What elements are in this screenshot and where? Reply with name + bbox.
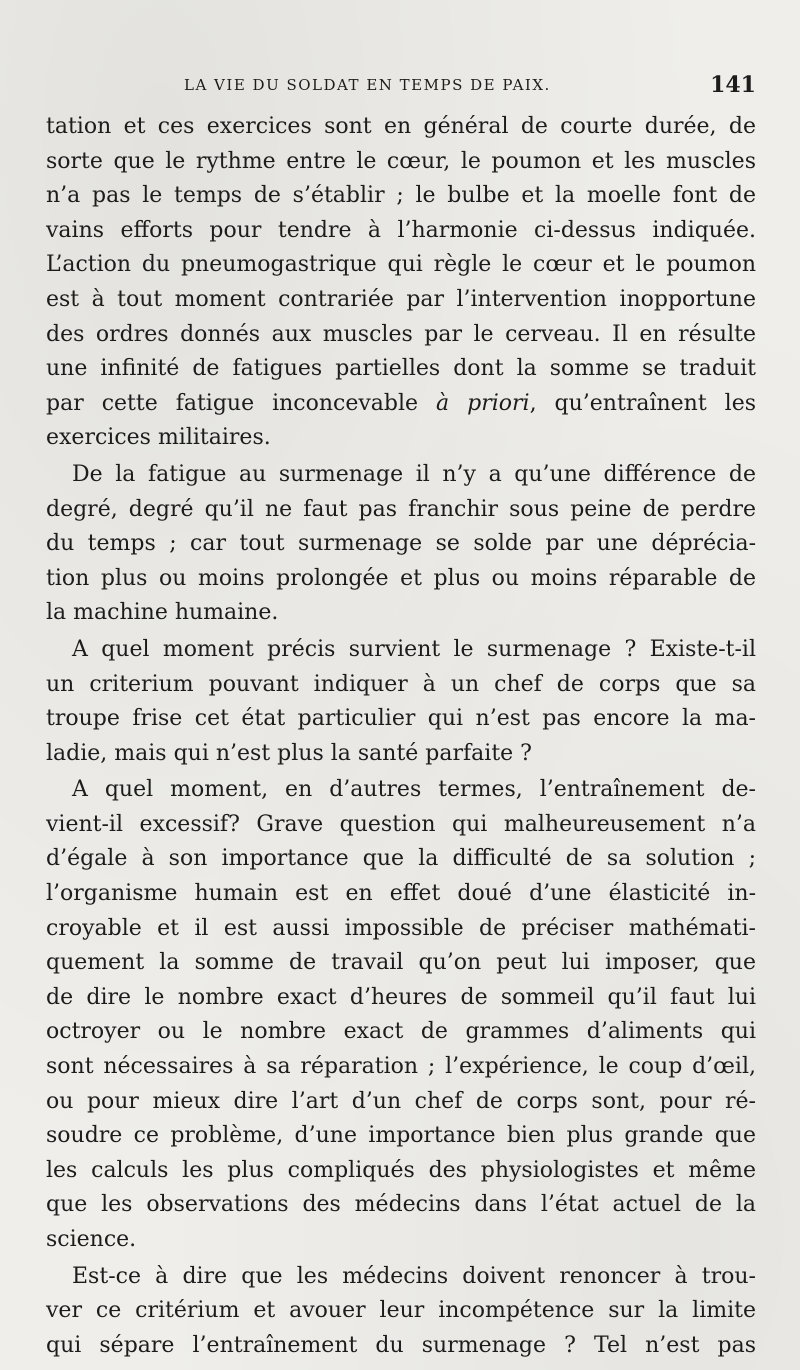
text-line: que les observations des médecins dans l’état actuel de la (46, 1192, 756, 1218)
text-line: degré, degré qu’il ne faut pas franchir sous peine de perdre (46, 496, 756, 522)
text-line: soudre ce problème, d’une importance bien plus grande que (46, 1123, 756, 1149)
text-line: exercices militaires. (46, 425, 271, 451)
text-line: d’égale à son importance que la difficulté de sa solution ; (46, 846, 756, 872)
text-line: de dire le nombre exact d’heures de sommeil qu’il faut lui (46, 984, 756, 1010)
text-line: des ordres donnés aux muscles par le cerveau. Il en résulte (46, 321, 756, 347)
text-line: une infinité de fatigues partielles dont la somme se traduit (46, 356, 756, 382)
text-line: science. (46, 1227, 137, 1252)
page-header (46, 74, 756, 100)
text-line: vains efforts pour tendre à l’harmonie ci-dessus indiquée. (46, 217, 756, 243)
text-line: octroyer ou le nombre exact de grammes d’aliments qui (46, 1019, 756, 1045)
text-line: un criterium pouvant indiquer à un chef de corps que sa (46, 671, 756, 697)
text-line: sorte que le rythme entre le cœur, le poumon et les muscles (46, 148, 756, 174)
text-line: troupe frise cet état particulier qui n’est pas encore la ma- (46, 706, 756, 732)
paragraph-4 (46, 773, 756, 1257)
text-line: ou pour mieux dire l’art d’un chef de corps sont, pour ré- (46, 1088, 756, 1114)
text-line: ladie, mais qui n’est plus la santé parfaite ? (46, 740, 532, 766)
page-number: 141 (710, 72, 756, 98)
text-line: du temps ; car tout surmenage se solde par une déprécia- (46, 531, 756, 557)
text-line-with-italic (46, 387, 756, 422)
text-line: tation et ces exercices sont en général de courte durée, de (46, 114, 756, 139)
text-line: tion plus ou moins prolongée et plus ou moins réparable de (46, 565, 756, 591)
paragraph-2 (46, 458, 756, 631)
text-line: De la fatigue au surmenage il n’y a qu’une différence de (72, 461, 756, 487)
text-line: l’organisme humain est en effet doué d’une élasticité in- (46, 881, 756, 907)
paragraph-1 (46, 110, 756, 456)
text-line: les calculs les plus compliqués des physiologistes et même (46, 1157, 756, 1183)
text-line: n’a pas le temps de s’établir ; le bulbe et la moelle font de (46, 183, 756, 209)
text-line: est à tout moment contrariée par l’intervention inopportune (46, 286, 756, 312)
text-line: Est-ce à dire que les médecins doivent renoncer à trou- (72, 1263, 756, 1289)
paragraph-5 (46, 1260, 756, 1364)
text-segment: , qu’entraînent les (529, 390, 757, 416)
text-line: L’action du pneumogastrique qui règle le cœur et le poumon (46, 252, 756, 278)
text-line: croyable et il est aussi impossible de préciser mathémati- (46, 915, 756, 941)
paragraph-3 (46, 633, 756, 771)
text-line: qui sépare l’entraînement du surmenage ? Tel n’est pas (46, 1332, 756, 1358)
italic-phrase: à priori (436, 390, 530, 416)
text-line: sont nécessaires à sa réparation ; l’expérience, le coup d’œil, (46, 1054, 756, 1080)
text-line: ver ce critérium et avouer leur incompétence sur la limite (46, 1298, 756, 1324)
text-segment: par cette fatigue inconcevable (46, 390, 419, 416)
text-line: quement la somme de travail qu’on peut lui imposer, que (46, 950, 756, 976)
running-title: LA VIE DU SOLDAT EN TEMPS DE PAIX. (184, 76, 551, 94)
text-line: A quel moment précis survient le surmenage ? Existe-t-il (72, 636, 756, 662)
text-line: la machine humaine. (46, 600, 279, 626)
body-text (46, 110, 756, 1365)
text-line: vient-il excessif? Grave question qui malheureusement n’a (46, 811, 756, 837)
text-line: A quel moment, en d’autres termes, l’entraînement de- (72, 777, 756, 803)
